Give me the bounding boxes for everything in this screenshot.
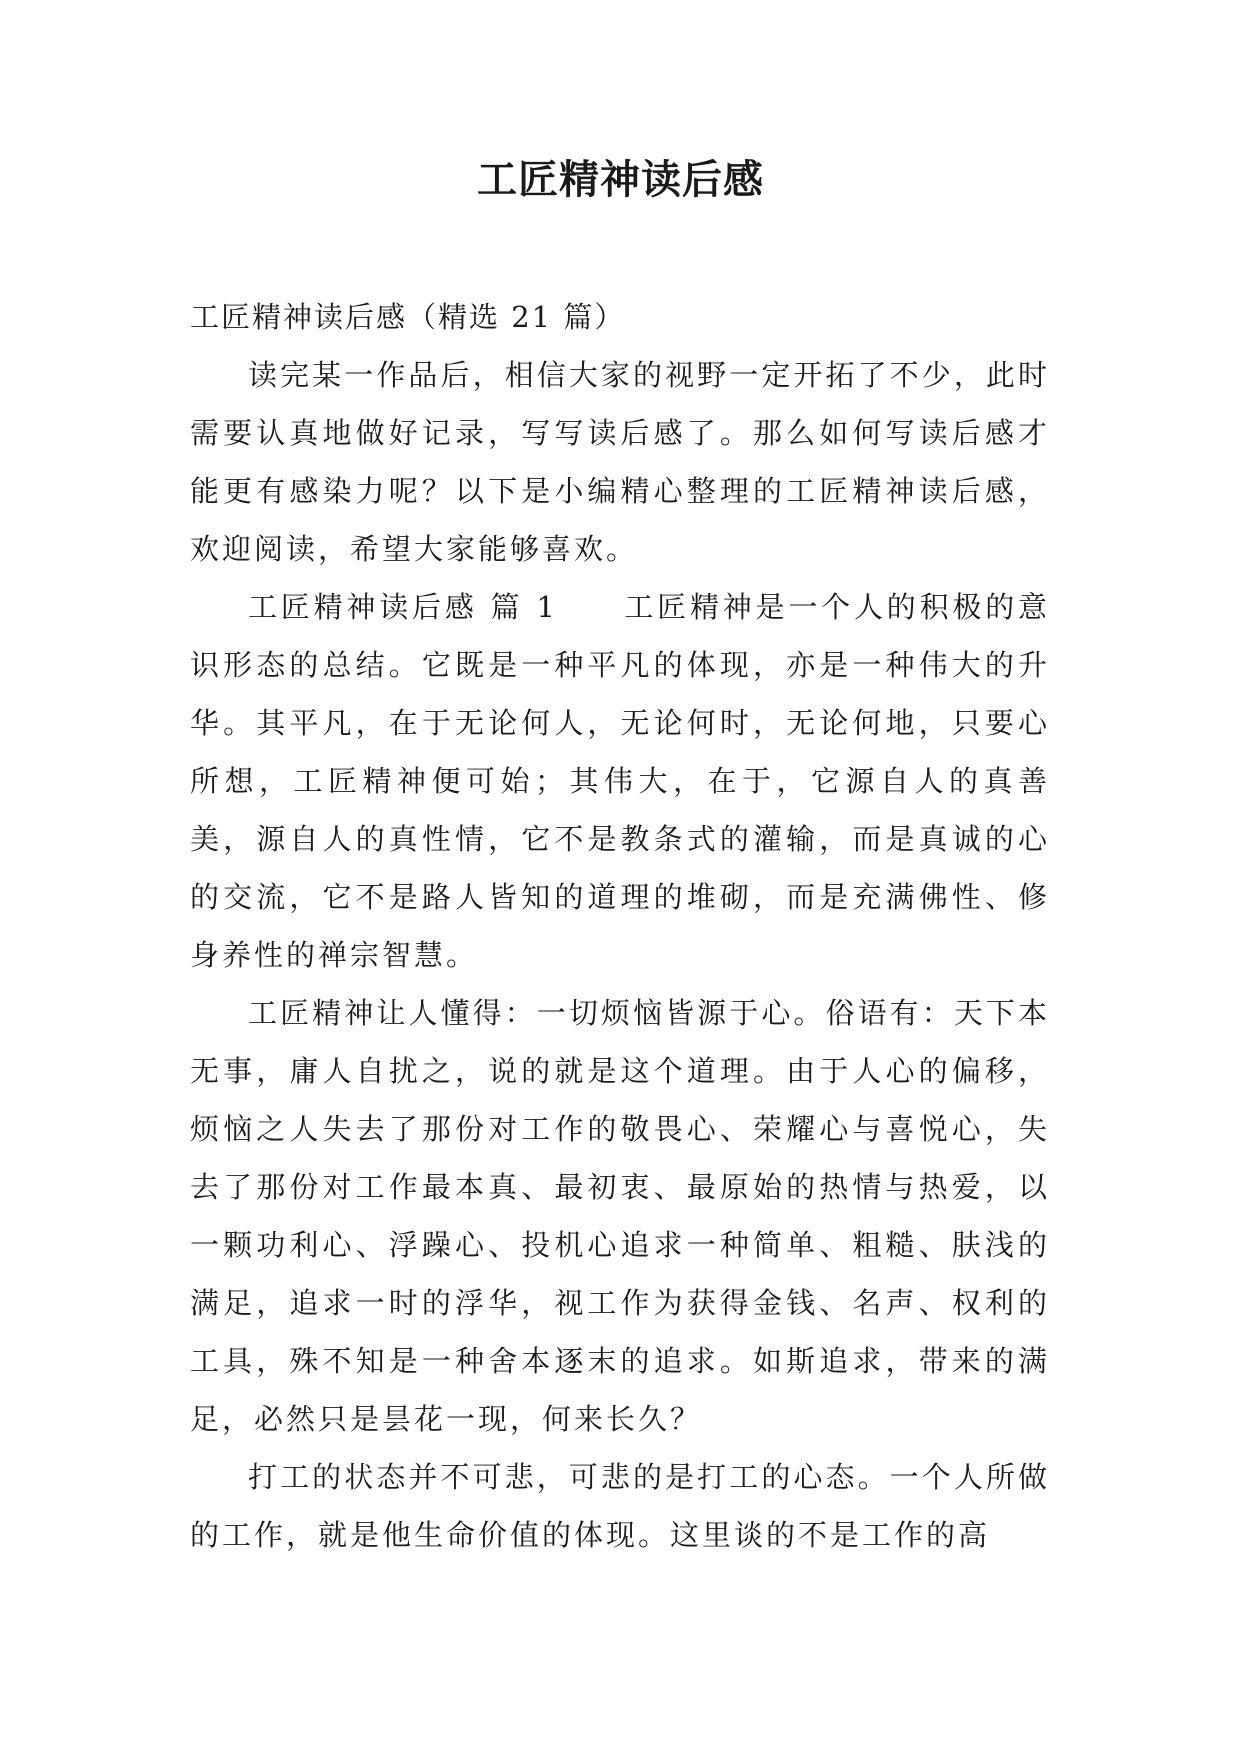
document-subtitle: 工匠精神读后感（精选 21 篇） xyxy=(190,300,626,334)
paragraph-article-1: 工匠精神读后感 篇 1 工匠精神是一个人的积极的意识形态的总结。它既是一种平凡的体现，亦是一种伟大的升华。其平凡，在于无论何人，无论何时，无论何地，只要心所想，工匠精神便可始；其伟大，在于，它源自人的真善美，源自人的真性情，它不是教条式的灌输，而是真诚的心的交流，它不是路人皆知的道理的堆砌，而是充满佛性、修身养性的禅宗智慧。 xyxy=(190,590,1050,972)
paragraph-intro: 读完某一作品后，相信大家的视野一定开拓了不少，此时需要认真地做好记录，写写读后感了。那么如何写读后感才能更有感染力呢？以下是小编精心整理的工匠精神读后感，欢迎阅读，希望大家能够喜欢。 xyxy=(190,358,1050,566)
paragraph-working-mindset: 打工的状态并不可悲，可悲的是打工的心态。一个人所做的工作，就是他生命价值的体现。这里谈的不是工作的高 xyxy=(190,1460,1050,1552)
document-body xyxy=(190,288,1050,1564)
document-title: 工匠精神读后感 xyxy=(477,156,764,203)
paragraph-worries: 工匠精神让人懂得：一切烦恼皆源于心。俗语有：天下本无事，庸人自扰之，说的就是这个道理。由于人心的偏移，烦恼之人失去了那份对工作的敬畏心、荣耀心与喜悦心，失去了那份对工作最本真、最初衷、最原始的热情与热爱，以一颗功利心、浮躁心、投机心追求一种简单、粗糙、肤浅的满足，追求一时的浮华，视工作为获得金钱、名声、权利的工具，殊不知是一种舍本逐末的追求。如斯追求，带来的满足，必然只是昙花一现，何来长久？ xyxy=(190,996,1050,1436)
